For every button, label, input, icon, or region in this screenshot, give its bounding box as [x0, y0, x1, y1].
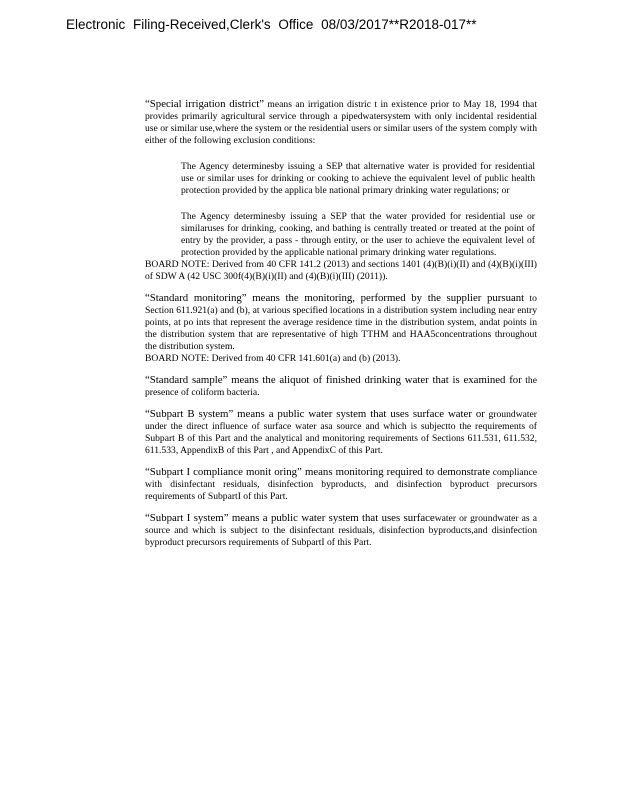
definition-text: compliance with disinfectant residuals, disinfection byproducts, and disinfection byproduct precursors requirements of SubpartI of this Part.: [145, 467, 537, 502]
definition-term: “Standard sample” means the aliquot of finished drinking water that is examined for: [145, 374, 522, 386]
definition-term: “Subpart B system” means a public water system that uses surface water or: [145, 408, 485, 420]
definition-standard-monitoring: [145, 292, 537, 353]
definition-text: water or groundwater as a source and which is subject to the disinfectant residuals, disinfection byproducts,and disinfection byproduct precursors requirements of SubpartI of this Part.: [145, 513, 537, 548]
definition-term: “Standard monitoring” means the monitoring, performed by the supplier pursuant: [145, 292, 525, 304]
definition-standard-sample: [145, 374, 537, 399]
definition-term: “Subpart I system” means a public water system that uses surface: [145, 512, 435, 524]
definition-text: means an irrigation distric t in existence prior to May 18, 1994 that provides primarily agricultural service through a pipedwatersystem with only incidental residential use or similar use,where the system or the residential users or similar users of the system comply with either of the following exclusion conditions:: [145, 99, 537, 146]
filing-header: Electronic Filing-Received,Clerk's Office 08/03/2017**R2018-017**: [66, 17, 477, 32]
definition-special-irrigation-district: [145, 98, 537, 147]
exclusion-condition-2: The Agency determinesby issuing a SEP that the water provided for residential use or similaruses for drinking, cooking, and bathing is centrally treated or treated at the point of entry by the provider, a pass - through entity, or the user to achieve the equivalent level of protection provided by the applicable national primary drinking water regulations.: [181, 211, 535, 258]
board-note: BOARD NOTE: Derived from 40 CFR 141.2 (2013) and sections 1401 (4)(B)(i)(II) and (4)(B)(i)(III) of SDW A (42 USC 300f(4)(B)(i)(II) and (4)(B)(i)(III) (2011)).: [145, 259, 537, 282]
definition-subpart-b-system: [145, 408, 537, 457]
board-note: BOARD NOTE: Derived from 40 CFR 141.601(a) and (b) (2013).: [145, 353, 401, 364]
definition-text: groundwater under the direct influence of surface water asa source and which is subjectto the requirements of Subpart B of this Part and the analytical and monitoring requirements of Sections 611.531, 611.532, 611.533, AppendixB of this Part , and AppendixC of this Part.: [145, 409, 537, 456]
definition-subpart-i-system: [145, 512, 537, 549]
regulation-body: [145, 98, 537, 558]
exclusion-condition-1: The Agency determinesby issuing a SEP that alternative water is provided for residential use or similar uses for drinking or cooking to achieve the equivalent level of public health protection provided by the applica ble national primary drinking water regulations; or: [181, 161, 535, 196]
definition-text: to Section 611.921(a) and (b), at various specified locations in a distribution system including near entry points, at po ints that represent the average residence time in the distribution system, andat points in the distribution system that are representative of high TTHM and HAA5concentrations throughout the distribution system.: [145, 293, 537, 352]
definition-subpart-i-compliance-monitoring: [145, 466, 537, 503]
definition-text: the presence of coliform bacteria.: [145, 375, 537, 398]
definition-term: “Special irrigation district”: [145, 98, 264, 110]
definition-term: “Subpart I compliance monit oring” means monitoring required to demonstrate: [145, 466, 490, 478]
